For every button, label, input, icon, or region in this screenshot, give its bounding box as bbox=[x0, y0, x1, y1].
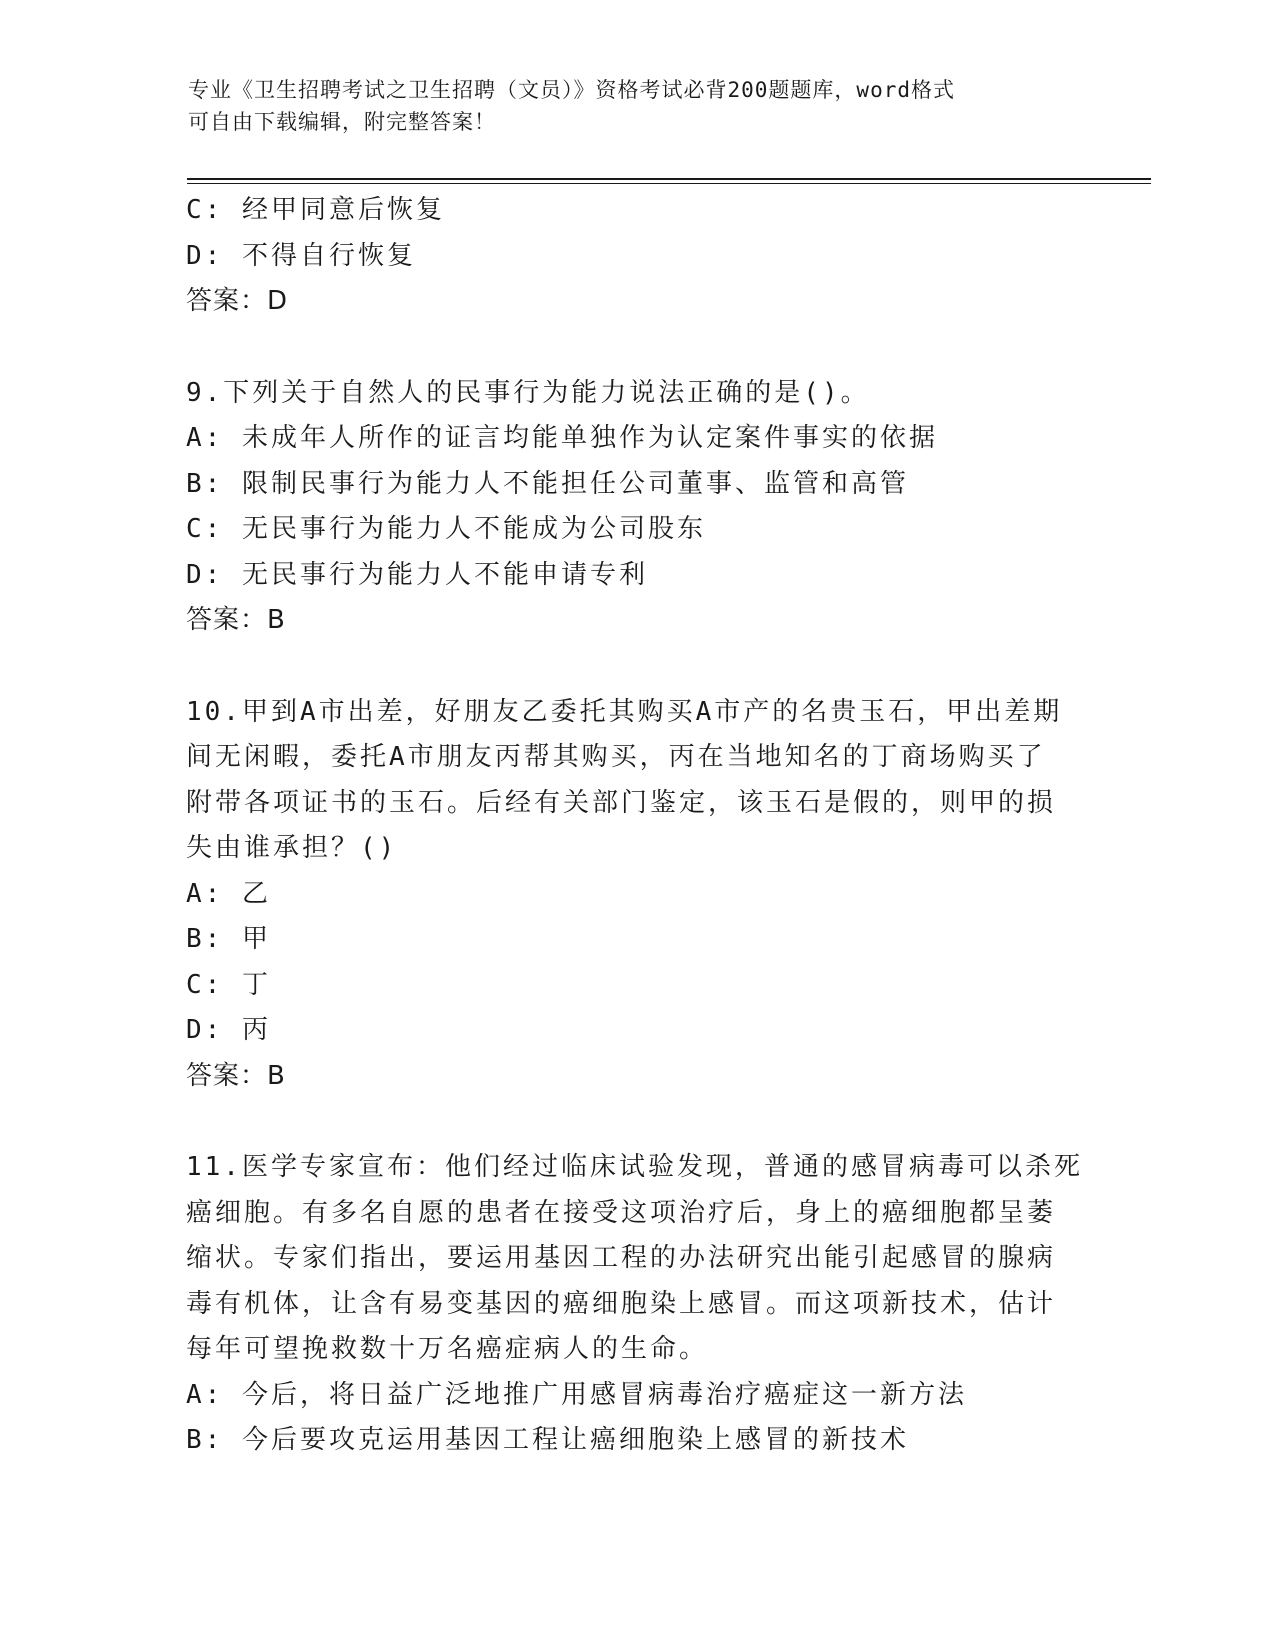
question-stem-line: 失由谁承担？() bbox=[186, 833, 398, 863]
option-c: C: 无民事行为能力人不能成为公司股东 bbox=[186, 514, 706, 544]
header-divider-thin bbox=[187, 183, 1151, 184]
question-stem-line: 10.甲到A市出差，好朋友乙委托其购买A市产的名贵玉石，甲出差期 bbox=[186, 696, 1063, 727]
spacer bbox=[186, 1099, 1086, 1145]
question-9 bbox=[186, 371, 1086, 644]
question-content bbox=[186, 188, 1086, 1464]
option-d: D: 无民事行为能力人不能申请专利 bbox=[186, 559, 648, 590]
answer-line: 答案：D bbox=[186, 286, 289, 316]
question-stem-line: 每年可望挽救数十万名癌症病人的生命。 bbox=[186, 1334, 709, 1364]
option-d: D: 不得自行恢复 bbox=[186, 240, 416, 271]
option-a: A: 今后，将日益广泛地推广用感冒病毒治疗癌症这一新方法 bbox=[186, 1379, 967, 1410]
previous-question-tail bbox=[186, 188, 1086, 325]
question-stem-line: 缩状。专家们指出，要运用基因工程的办法研究出能引起感冒的腺病 bbox=[186, 1243, 1057, 1273]
document-header bbox=[188, 74, 1078, 138]
question-11 bbox=[186, 1145, 1086, 1464]
option-c: C: 经甲同意后恢复 bbox=[186, 195, 445, 225]
option-a: A: 乙 bbox=[186, 878, 271, 909]
header-line-1: 专业《卫生招聘考试之卫生招聘（文员）》资格考试必背200题题库，word格式 bbox=[188, 78, 955, 102]
question-stem-line: 毒有机体，让含有易变基因的癌细胞染上感冒。而这项新技术，估计 bbox=[186, 1288, 1057, 1319]
option-a: A: 未成年人所作的证言均能单独作为认定案件事实的依据 bbox=[186, 423, 938, 453]
spacer bbox=[186, 325, 1086, 371]
spacer bbox=[186, 644, 1086, 690]
question-10 bbox=[186, 690, 1086, 1100]
header-line-2: 可自由下载编辑，附完整答案！ bbox=[188, 110, 496, 134]
question-stem-line: 附带各项证书的玉石。后经有关部门鉴定，该玉石是假的，则甲的损 bbox=[186, 787, 1057, 818]
header-divider-thick bbox=[187, 178, 1151, 180]
question-stem-line: 癌细胞。有多名自愿的患者在接受这项治疗后，身上的癌细胞都呈萎 bbox=[186, 1197, 1057, 1228]
option-b: B: 限制民事行为能力人不能担任公司董事、监管和高管 bbox=[186, 468, 909, 499]
question-stem-line: 间无闲暇，委托A市朋友丙帮其购买，丙在当地知名的丁商场购买了 bbox=[186, 742, 1046, 772]
answer-line: 答案：B bbox=[186, 605, 286, 635]
option-b: B: 今后要攻克运用基因工程让癌细胞染上感冒的新技术 bbox=[186, 1425, 909, 1455]
option-c: C: 丁 bbox=[186, 969, 271, 1000]
question-stem: 9.下列关于自然人的民事行为能力说法正确的是()。 bbox=[186, 377, 870, 408]
option-d: D: 丙 bbox=[186, 1015, 271, 1045]
answer-line: 答案：B bbox=[186, 1060, 286, 1091]
option-b: B: 甲 bbox=[186, 924, 271, 954]
question-stem-line: 11.医学专家宣布：他们经过临床试验发现，普通的感冒病毒可以杀死 bbox=[186, 1152, 1083, 1182]
